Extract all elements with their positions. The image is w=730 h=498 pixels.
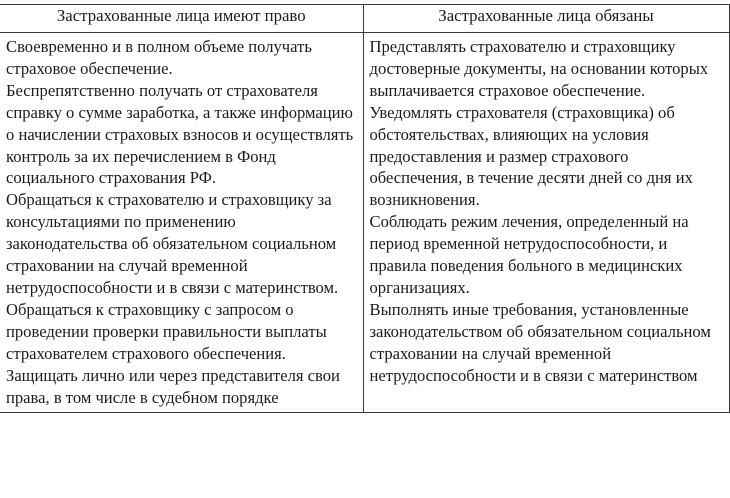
table-row: [0, 33, 729, 413]
header-duties: Застрахованные лица обязаны: [363, 5, 729, 33]
right-item: Обращаться к страхователю и страховщику за консультациями по применению законодательства об обязательном социальном страховании на случай временной нетрудоспособности и в связи с материнством.: [6, 190, 339, 297]
header-rights: Застрахованные лица имеют право: [0, 5, 363, 33]
rights-cell: [0, 33, 363, 413]
right-item: Обращаться к страховщику с запросом о проведении проверки правильности выплаты страхователем страхового обеспечения.: [6, 299, 327, 363]
right-item: Беспрепятственно получать от страхователя справку о сумме заработка, а также информацию о начислении страховых взносов и осуществлять контроль за их перечислением в Фонд социального страхования РФ.: [6, 80, 354, 188]
duty-item: Соблюдать режим лечения, определенный на период временной нетрудоспособности, и правила поведения больного в медицинских организациях.: [369, 212, 689, 297]
table-header-row: [0, 5, 729, 33]
duties-cell: [363, 33, 729, 413]
rights-duties-table: [0, 4, 730, 413]
right-item: Защищать лично или через представителя свои права, в том числе в судебном порядке: [6, 365, 340, 407]
duty-item: Представлять страхователю и страховщику достоверные документы, на основании которых выплачивается страховое обеспечение.: [369, 37, 709, 100]
duty-item: Выполнять иные требования, установленные законодательством об обязательном социальном страховании на случай временной нетрудоспособности и в связи с материнством: [369, 299, 711, 385]
duty-item: Уведомлять страхователя (страховщика) об обстоятельствах, влияющих на условия предоставления и размер страхового обеспечения, в течение десяти дней со дня их возникновения.: [369, 102, 693, 210]
right-item: Своевременно и в полном объеме получать страховое обеспечение.: [6, 37, 312, 78]
